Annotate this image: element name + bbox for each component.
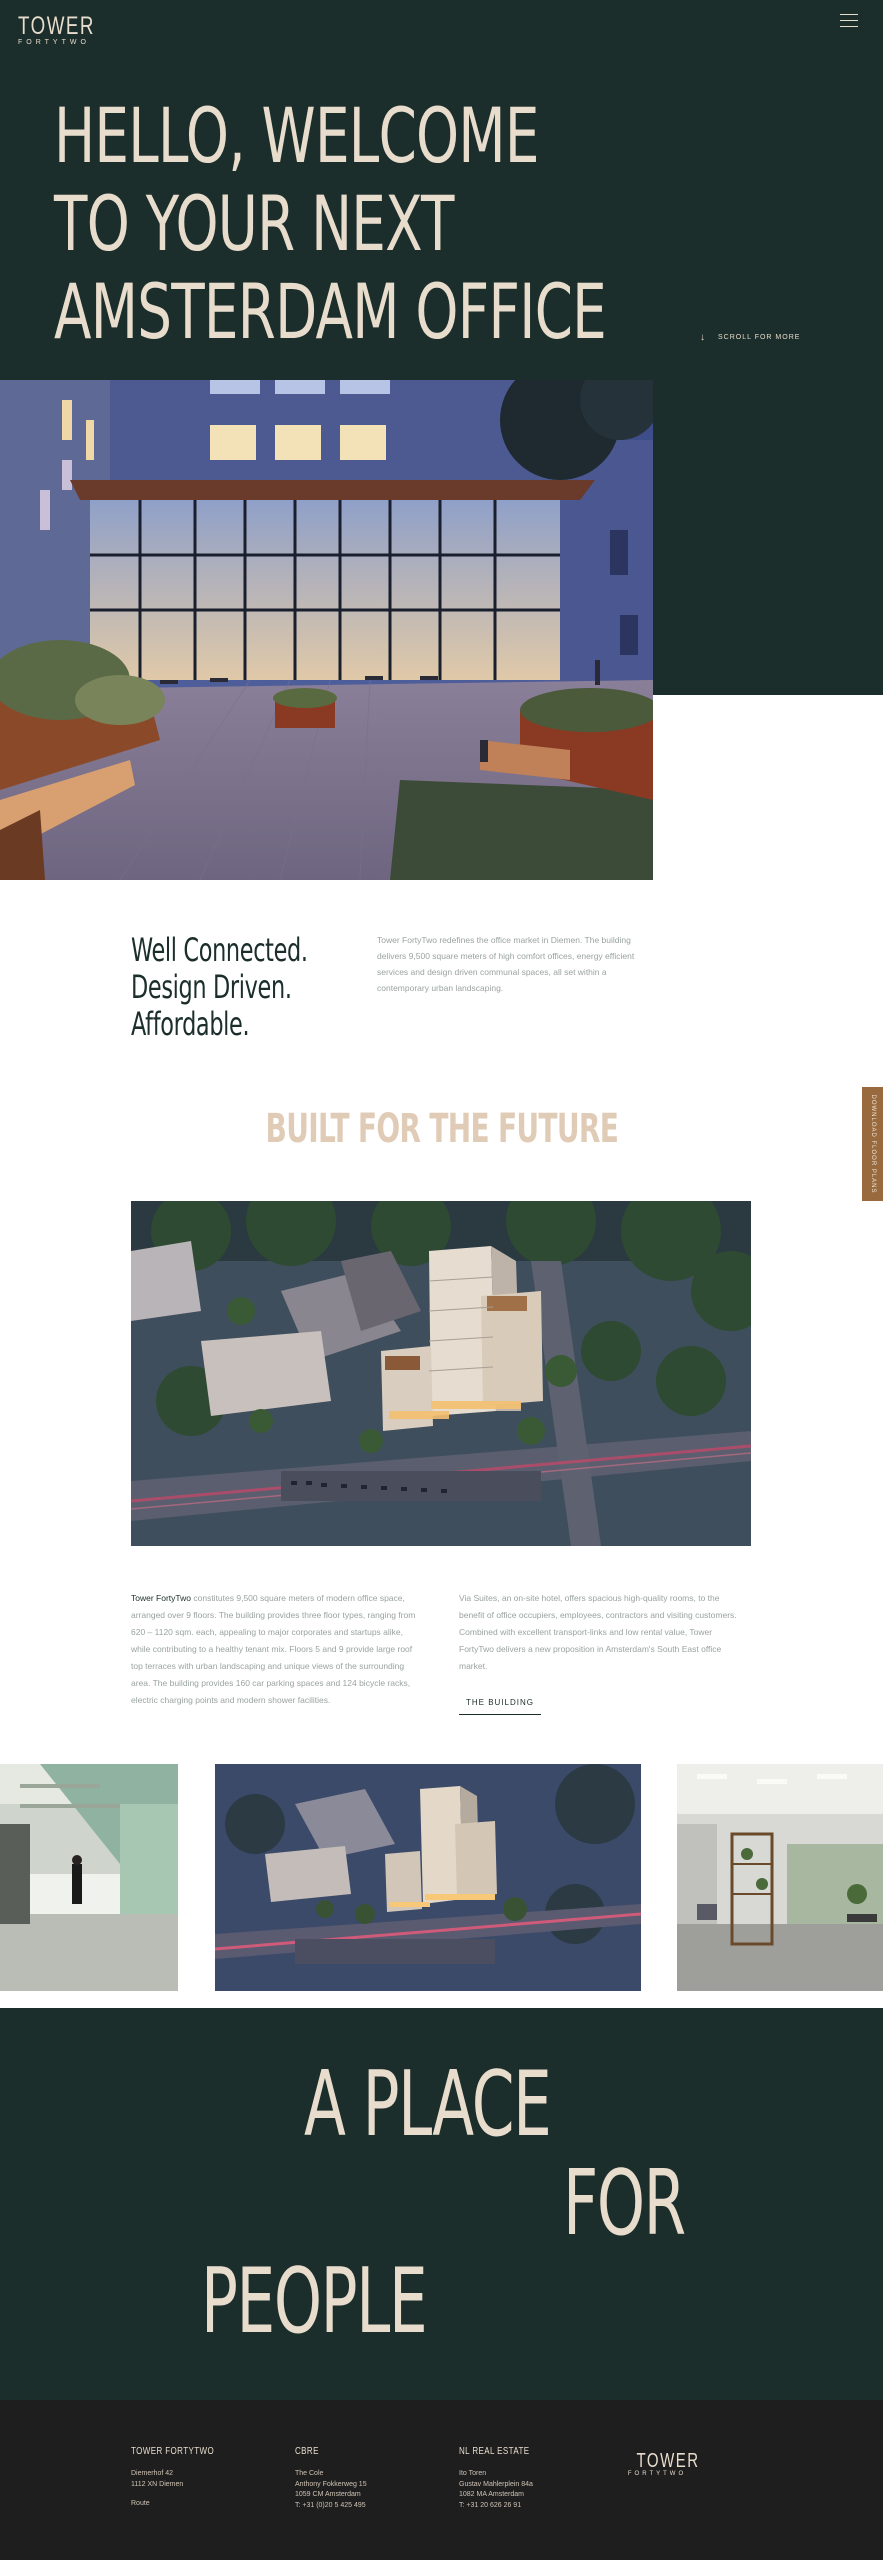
hero-heading-line-3: AMSTERDAM OFFICE [54, 267, 607, 356]
arrow-down-icon: ↓ [700, 332, 706, 343]
scroll-more-button[interactable] [700, 332, 800, 343]
aerial-building-photo [131, 1201, 751, 1546]
gallery-aerial-dusk-photo[interactable] [215, 1764, 641, 1991]
tagline-design-driven: Design Driven. [131, 968, 292, 1006]
hero-side-panel [653, 380, 883, 695]
logo-sub-text: FORTYTWO [18, 39, 90, 46]
people-word-for: FOR [563, 2151, 685, 2256]
hotel-description-text: Via Suites, an on-site hotel, offers spacious high-quality rooms, to the benefit of office occupiers, employees, contractors and visiting customers. Combined with excellent transport-links and low rental value, Tower FortyTwo delivers a new proposition in Amsterdam's South East office market. [459, 1593, 737, 1671]
hamburger-menu-icon[interactable] [840, 14, 858, 28]
intro-paragraph: Tower FortyTwo redefines the office market in Diemen. The building delivers 9,500 square meters of high comfort offices, energy efficient services and design driven communal spaces, all set within a contemporary urban landscaping. [377, 935, 635, 993]
footer-col-nl-real-estate [459, 2446, 547, 2511]
scroll-more-label: SCROLL FOR MORE [718, 334, 801, 341]
hero-heading-line-2: TO YOUR NEXT [54, 179, 454, 268]
tagline-affordable: Affordable. [131, 1005, 250, 1043]
footer-address-line: The Cole [295, 2470, 324, 2477]
footer-address-line: Gustav Mahlerplein 84a [459, 2480, 533, 2488]
footer-col-tower [131, 2446, 235, 2510]
logo-main-text: TOWER [18, 12, 95, 40]
people-word-people: PEOPLE [201, 2249, 427, 2354]
footer-logo-main: TOWER [636, 2450, 700, 2472]
side-tab-label: DOWNLOAD FLOOR PLANS [869, 1094, 876, 1194]
hero-heading-line-1: HELLO, WELCOME [54, 91, 539, 180]
cbre-phone-link[interactable]: T: +31 (0)20 5 425 495 [295, 2501, 366, 2509]
nl-real-estate-phone-link[interactable]: T: +31 20 626 26 91 [459, 2501, 522, 2509]
courtyard-photo [0, 380, 653, 880]
built-title-text: BUILT FOR THE FUTURE [265, 1106, 618, 1152]
building-description-col-1 [131, 1590, 418, 1709]
route-link[interactable]: Route [131, 2500, 150, 2507]
footer-col-cbre [295, 2446, 367, 2511]
footer-address-line: 1112 XN Diemen [131, 2480, 184, 2488]
footer-address-line: Diemerhof 42 [131, 2470, 174, 2477]
footer-heading-nl-real-estate: NL REAL ESTATE [459, 2446, 530, 2457]
footer-heading-tower: TOWER FORTYTWO [131, 2446, 215, 2457]
tagline-well-connected: Well Connected. [131, 931, 308, 969]
building-description-col-2 [459, 1590, 746, 1675]
footer-logo[interactable] [626, 2450, 700, 2477]
footer-heading-cbre: CBRE [295, 2446, 319, 2457]
footer-address-line: 1082 MA Amsterdam [459, 2491, 524, 2498]
footer-address-line: Anthony Fokkerweg 15 [295, 2480, 367, 2488]
building-description-text: constitutes 9,500 square meters of modern office space, arranged over 9 floors. The building provides three floor types, ranging from 620 – 1120 sqm. each, appealing to major corporates and startups alike, while contributing to a healthy tenant mix. Floors 5 and 9 provide large roof top terraces with urban landscaping and unique views of the surrounding area. The building provides 160 car parking spaces and 124 bicycle racks, electric charging points and modern shower facilities. [131, 1593, 416, 1705]
brand-name: Tower FortyTwo [131, 1593, 191, 1603]
footer-logo-sub: FORTYTWO [627, 2471, 687, 2477]
gallery-lobby-photo[interactable] [0, 1764, 178, 1991]
gallery-office-interior-photo[interactable] [677, 1764, 883, 1991]
people-word-a-place: A PLACE [304, 2052, 551, 2157]
footer-address-line: Ito Toren [459, 2470, 487, 2477]
built-for-the-future-heading [0, 1106, 883, 1152]
the-building-link[interactable]: THE BUILDING [459, 1693, 541, 1715]
site-logo[interactable] [18, 12, 121, 46]
footer-address-line: 1059 CM Amsterdam [295, 2491, 361, 2498]
